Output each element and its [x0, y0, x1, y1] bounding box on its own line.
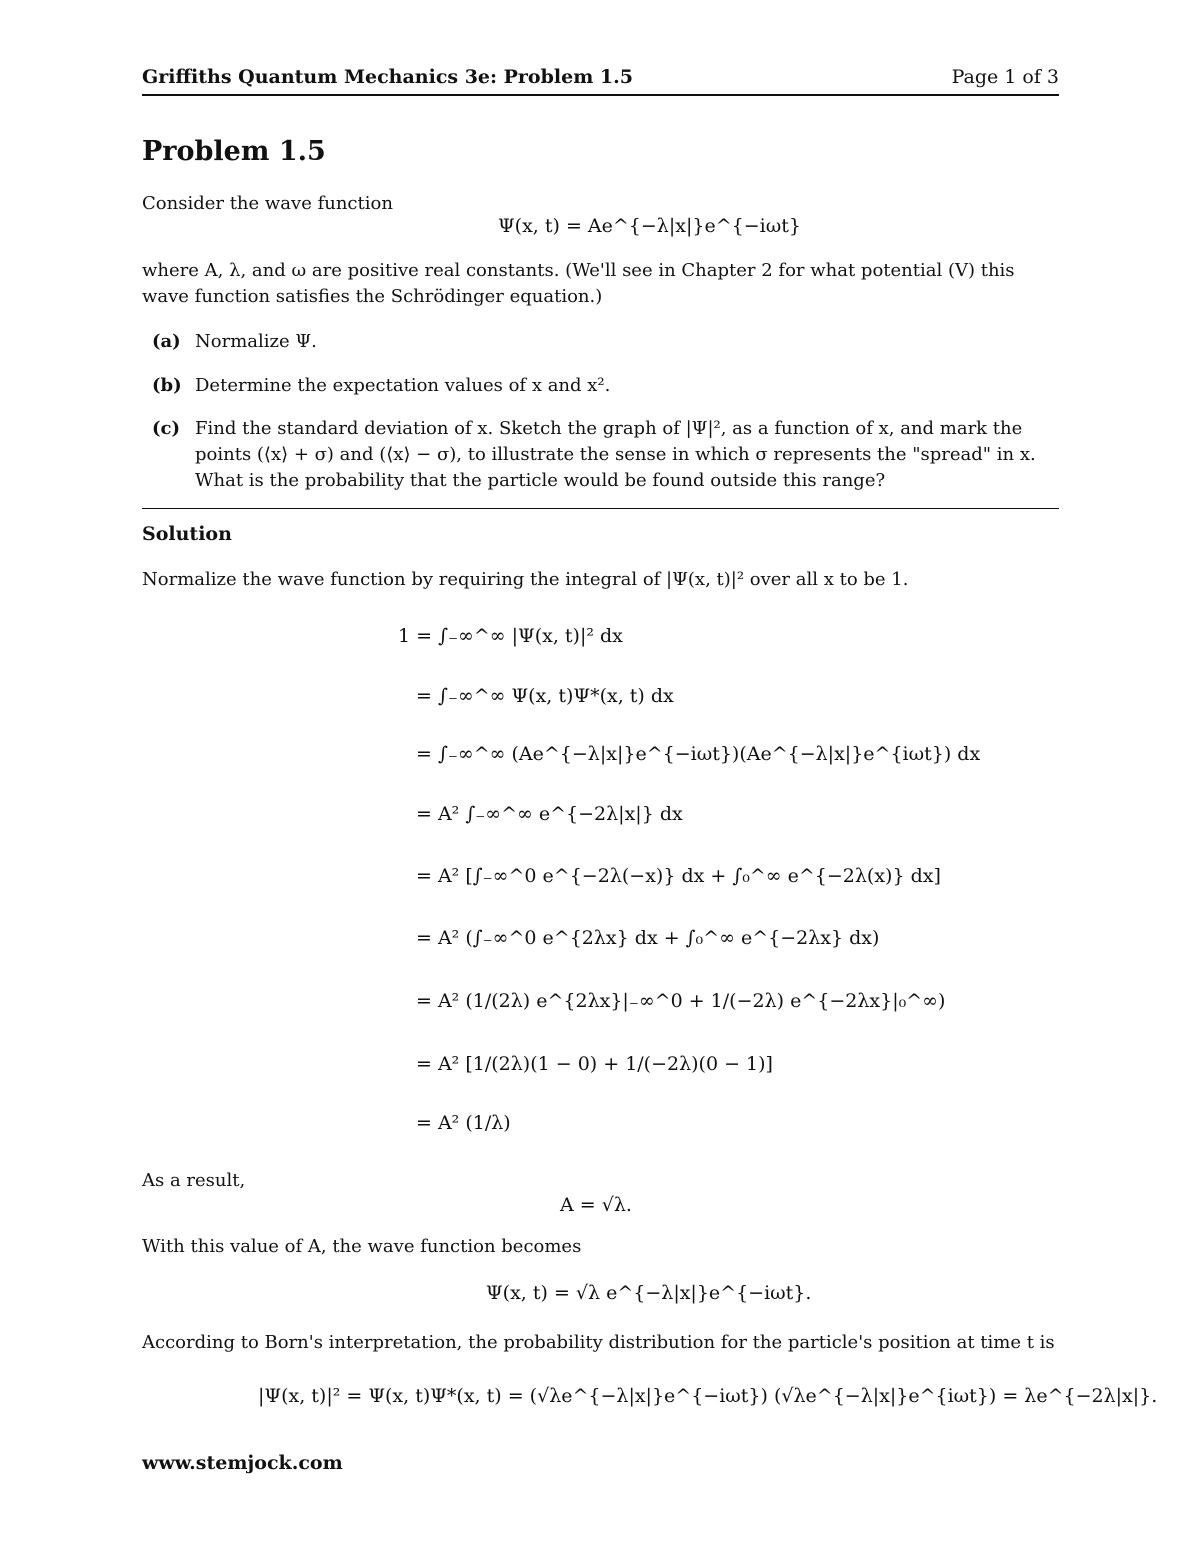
part-c-label: (c)	[152, 418, 180, 439]
result-intro: As a result,	[142, 1170, 246, 1191]
footer-site: www.stemjock.com	[142, 1452, 343, 1474]
constants-paragraph: where A, λ, and ω are positive real constants. (We'll see in Chapter 2 for what potential (V) this wave function satisfies the Schrödinger equation.)	[142, 260, 1015, 307]
derivation-step: = A² [1/(2λ)(1 − 0) + 1/(−2λ)(0 − 1)]	[416, 1053, 773, 1075]
born-paragraph: According to Born's interpretation, the probability distribution for the particle's position at time t is	[142, 1332, 1055, 1353]
result-equation: A = √λ.	[560, 1194, 632, 1216]
derivation-step: = ∫₋∞^∞ (Ae^{−λ|x|}e^{−iωt})(Ae^{−λ|x|}e^{iωt}) dx	[416, 743, 981, 765]
page-header	[142, 66, 1059, 96]
derivation-step: = A² ∫₋∞^∞ e^{−2λ|x|} dx	[416, 803, 683, 825]
derivation-step: = A² (1/λ)	[416, 1112, 511, 1134]
part-b-label: (b)	[152, 375, 182, 396]
part-c-text: Find the standard deviation of x. Sketch the graph of |Ψ|², as a function of x, and mark the points (⟨x⟩ + σ) and (⟨x⟩ − σ), to illustrate the sense in which σ represents the "spread" in x. What is the probability that the particle would be found outside this range?	[195, 418, 1036, 491]
value-equation: Ψ(x, t) = √λ e^{−λ|x|}e^{−iωt}.	[486, 1282, 812, 1304]
value-intro: With this value of A, the wave function becomes	[142, 1236, 582, 1257]
part-a-label: (a)	[152, 331, 181, 352]
problem-intro: Consider the wave function	[142, 193, 393, 214]
derivation-step: 1 = ∫₋∞^∞ |Ψ(x, t)|² dx	[398, 625, 623, 647]
born-equation: |Ψ(x, t)|² = Ψ(x, t)Ψ*(x, t) = (√λe^{−λ|x|}e^{−iωt}) (√λe^{−λ|x|}e^{iωt}) = λe^{−2λ|x|}.	[258, 1385, 1158, 1407]
part-b-text: Determine the expectation values of x and x².	[195, 375, 611, 396]
section-divider	[142, 508, 1059, 509]
document-page	[142, 0, 1158, 1553]
page-number: Page 1 of 3	[951, 66, 1059, 88]
derivation-step: = A² [∫₋∞^0 e^{−2λ(−x)} dx + ∫₀^∞ e^{−2λ(x)} dx]	[416, 865, 941, 887]
solution-intro: Normalize the wave function by requiring the integral of |Ψ(x, t)|² over all x to be 1.	[142, 569, 909, 590]
derivation-step: = A² (∫₋∞^0 e^{2λx} dx + ∫₀^∞ e^{−2λx} dx)	[416, 927, 880, 949]
wavefunction-equation: Ψ(x, t) = Ae^{−λ|x|}e^{−iωt}	[498, 215, 801, 237]
part-a-text: Normalize Ψ.	[195, 331, 317, 352]
problem-heading: Problem 1.5	[142, 136, 326, 167]
header-title: Griffiths Quantum Mechanics 3e: Problem 1.5	[142, 66, 633, 88]
derivation-step: = A² (1/(2λ) e^{2λx}|₋∞^0 + 1/(−2λ) e^{−2λx}|₀^∞)	[416, 990, 946, 1012]
derivation-step: = ∫₋∞^∞ Ψ(x, t)Ψ*(x, t) dx	[416, 685, 674, 707]
solution-heading: Solution	[142, 523, 232, 545]
